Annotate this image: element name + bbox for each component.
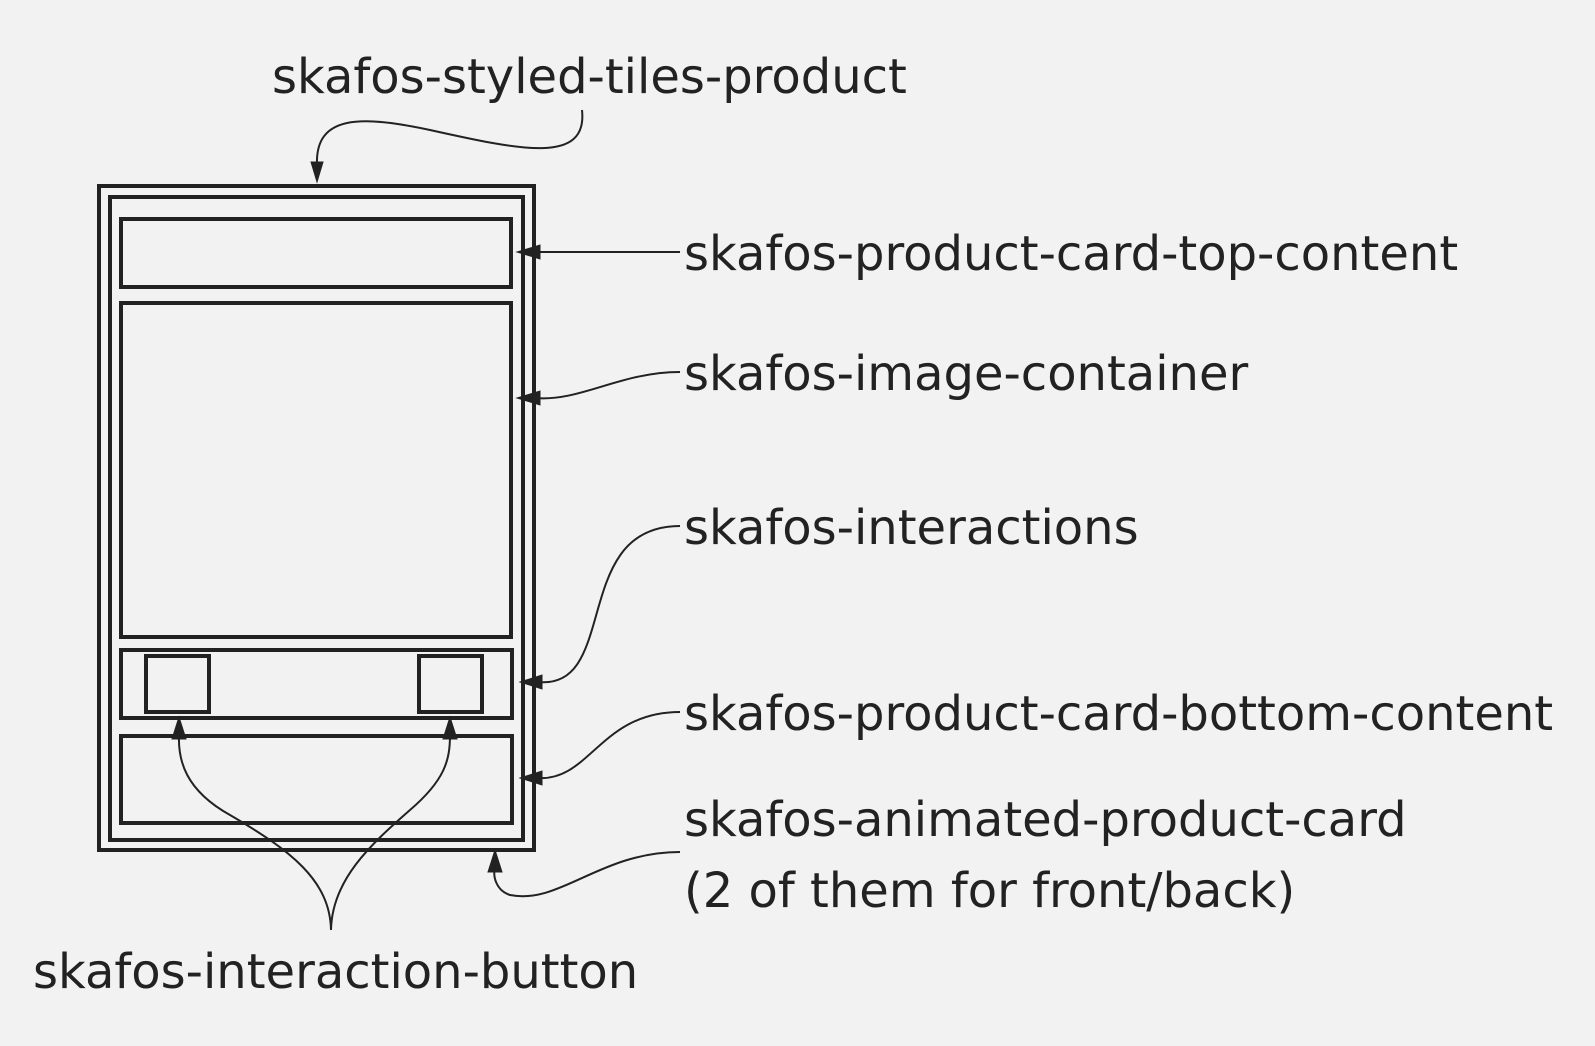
arrowhead-styled-tiles-product <box>311 162 323 182</box>
label-image-container: skafos-image-container <box>684 346 1249 402</box>
connector-animated-product-card <box>494 852 680 896</box>
connector-interactions <box>538 526 680 682</box>
label-animated-product-card-note: (2 of them for front/back) <box>684 863 1296 919</box>
animated-product-card-box <box>110 197 523 840</box>
connector-image-container <box>535 372 680 398</box>
connector-interaction-button-right <box>331 735 450 930</box>
interactions-box <box>121 650 512 718</box>
label-styled-tiles-product: skafos-styled-tiles-product <box>272 49 907 105</box>
connector-bottom-content <box>537 712 680 778</box>
connector-styled-tiles-product <box>317 110 582 165</box>
arrowhead-image-container <box>517 391 540 405</box>
label-product-card-bottom-content: skafos-product-card-bottom-content <box>684 686 1554 742</box>
arrowhead-animated-product-card <box>488 850 502 872</box>
arrowhead-interaction-button-right <box>443 717 457 739</box>
arrowhead-top-content <box>517 245 540 259</box>
image-container-box <box>121 303 511 637</box>
label-interaction-button: skafos-interaction-button <box>33 944 639 1000</box>
interaction-button-right-box <box>419 656 482 712</box>
interaction-button-left-box <box>146 656 209 712</box>
label-product-card-top-content: skafos-product-card-top-content <box>684 226 1459 282</box>
label-interactions: skafos-interactions <box>684 500 1139 556</box>
label-animated-product-card: skafos-animated-product-card <box>684 792 1407 848</box>
arrowhead-interaction-button-left <box>172 717 186 739</box>
product-card-top-content-box <box>121 219 511 287</box>
connector-interaction-button-left <box>179 735 331 930</box>
